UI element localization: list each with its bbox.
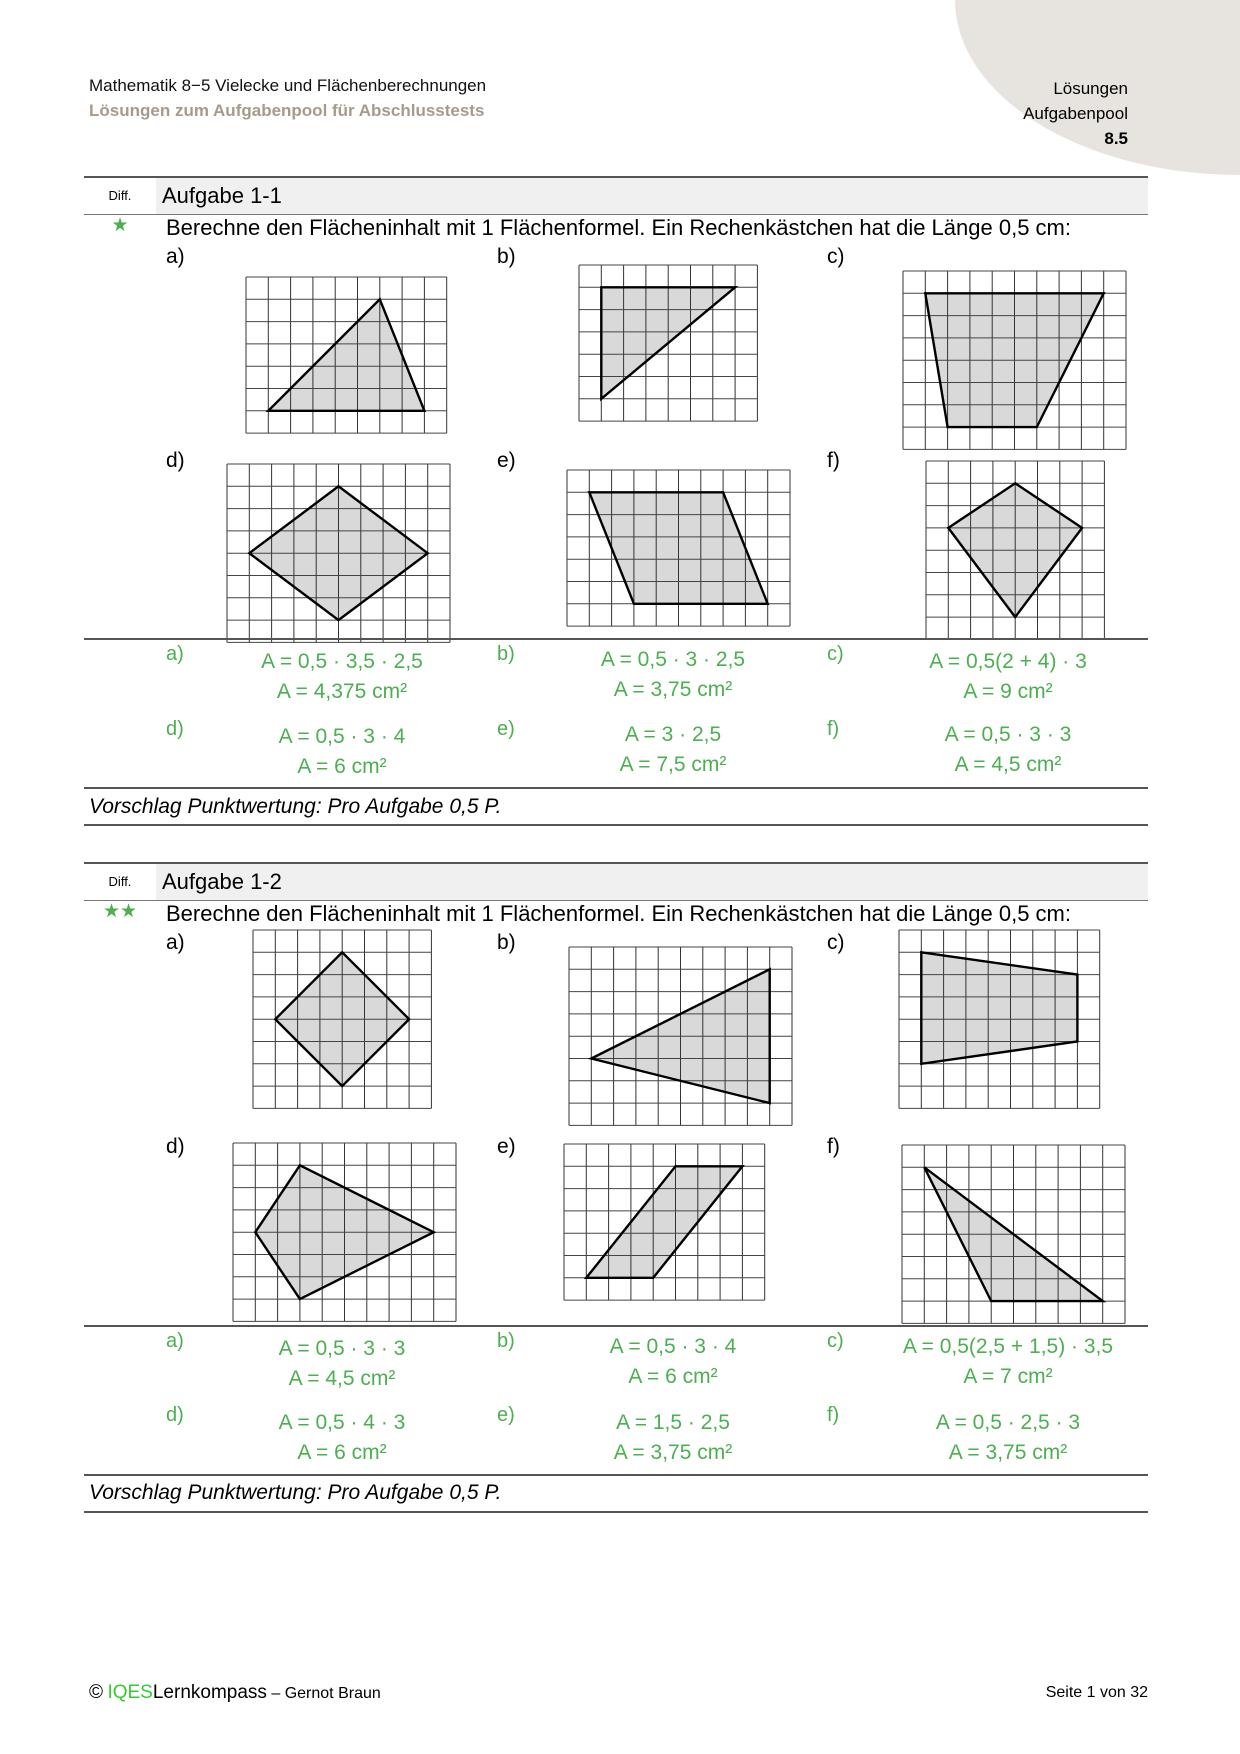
divider xyxy=(84,824,1148,826)
grid-figure-2b xyxy=(568,946,793,1126)
author: – Gernot Braun xyxy=(266,1685,381,1702)
document-title: Mathematik 8−5 Vielecke und Flächenberechnungen xyxy=(89,76,487,95)
scoring-note: Vorschlag Punktwertung: Pro Aufgabe 0,5 P. xyxy=(89,1481,502,1504)
answer-label: e) xyxy=(497,1404,515,1426)
grid-figure-2d xyxy=(232,1142,457,1322)
answer-b: A = 0,5 · 3 · 2,5 A = 3,75 cm² xyxy=(600,648,746,701)
answer-e: A = 1,5 · 2,5 A = 3,75 cm² xyxy=(613,1411,733,1464)
task-title: Aufgabe 1-1 xyxy=(162,183,282,208)
figure-label: e) xyxy=(497,449,516,472)
answer-label: d) xyxy=(166,1404,184,1426)
divider xyxy=(84,1511,1148,1513)
figure-label: b) xyxy=(497,931,516,954)
figure-label: a) xyxy=(166,931,185,954)
grid-figure-2c xyxy=(898,929,1101,1109)
answer-label: c) xyxy=(827,643,844,665)
grid-figure-1c xyxy=(902,270,1127,450)
answer-b: A = 0,5 · 3 · 4 A = 6 cm² xyxy=(609,1335,737,1388)
figure-label: c) xyxy=(827,931,845,954)
difficulty-stars-icon: ★ xyxy=(111,215,129,236)
brand-lernkompass: Lernkompass xyxy=(152,1682,267,1703)
difficulty-stars-icon: ★★ xyxy=(102,901,138,922)
header-right-line2: Aufgabenpool xyxy=(1023,104,1128,123)
task-prompt: Berechne den Flächeninhalt mit 1 Flächenformel. Ein Rechenkästchen hat die Länge 0,5 cm: xyxy=(166,901,1071,926)
answer-d: A = 0,5 · 4 · 3 A = 6 cm² xyxy=(278,1411,406,1464)
answer-label: c) xyxy=(827,1330,844,1352)
figure-label: b) xyxy=(497,245,516,268)
header-right xyxy=(1023,76,1128,151)
grid-figure-2a xyxy=(252,929,432,1109)
figure-label: d) xyxy=(166,449,185,472)
figure-label: e) xyxy=(497,1135,516,1158)
grid-figure-2e xyxy=(563,1143,766,1301)
divider xyxy=(84,638,1148,640)
task-header xyxy=(84,862,1148,901)
header-right-number: 8.5 xyxy=(1104,129,1128,148)
scoring-note: Vorschlag Punktwertung: Pro Aufgabe 0,5 P. xyxy=(89,795,502,818)
figure-label: c) xyxy=(827,245,845,268)
divider xyxy=(84,1325,1148,1327)
figure-label: f) xyxy=(827,449,840,472)
task-prompt: Berechne den Flächeninhalt mit 1 Flächenformel. Ein Rechenkästchen hat die Länge 0,5 cm: xyxy=(166,215,1071,240)
grid-figure-1e xyxy=(566,469,791,627)
answer-label: f) xyxy=(827,1404,840,1426)
divider xyxy=(84,787,1148,789)
answer-label: d) xyxy=(166,718,184,740)
shape-fill xyxy=(586,1166,742,1278)
answer-label: b) xyxy=(497,643,515,665)
header-right-line1: Lösungen xyxy=(1053,79,1128,98)
page-number: Seite 1 von 32 xyxy=(1045,1684,1148,1701)
shape-fill xyxy=(921,952,1077,1064)
task-title: Aufgabe 1-2 xyxy=(162,869,282,894)
copyright-icon: © xyxy=(89,1682,103,1703)
footer-brand xyxy=(89,1682,381,1704)
divider xyxy=(84,1474,1148,1476)
grid-figure-1f xyxy=(925,460,1105,640)
answer-f: A = 0,5 · 2,5 · 3 A = 3,75 cm² xyxy=(935,1411,1081,1464)
grid-figure-2f xyxy=(901,1144,1126,1324)
task-header xyxy=(84,176,1148,215)
answer-label: f) xyxy=(827,718,840,740)
brand-iqes: IQES xyxy=(107,1682,153,1703)
answer-a: A = 0,5 · 3 · 3 A = 4,5 cm² xyxy=(278,1337,406,1390)
difficulty-label: Diff. xyxy=(84,178,156,214)
figure-label: f) xyxy=(827,1135,840,1158)
answer-label: b) xyxy=(497,1330,515,1352)
answer-c: A = 0,5(2 + 4) · 3 A = 9 cm² xyxy=(929,650,1087,703)
answer-d: A = 0,5 · 3 · 4 A = 6 cm² xyxy=(278,725,406,778)
figure-label: d) xyxy=(166,1135,185,1158)
answer-label: e) xyxy=(497,718,515,740)
figure-label: a) xyxy=(166,245,185,268)
answer-c: A = 0,5(2,5 + 1,5) · 3,5 A = 7 cm² xyxy=(902,1335,1114,1388)
document-subtitle: Lösungen zum Aufgabenpool für Abschlusstests xyxy=(89,101,485,120)
answer-f: A = 0,5 · 3 · 3 A = 4,5 cm² xyxy=(944,723,1072,776)
answer-a: A = 0,5 · 3,5 · 2,5 A = 4,375 cm² xyxy=(261,650,423,703)
answer-label: a) xyxy=(166,643,184,665)
answer-e: A = 3 · 2,5 A = 7,5 cm² xyxy=(619,723,727,776)
answer-label: a) xyxy=(166,1330,184,1352)
grid-figure-1d xyxy=(226,463,451,643)
grid-figure-1a xyxy=(245,276,448,434)
grid-figure-1b xyxy=(578,264,758,422)
difficulty-label: Diff. xyxy=(84,864,156,900)
